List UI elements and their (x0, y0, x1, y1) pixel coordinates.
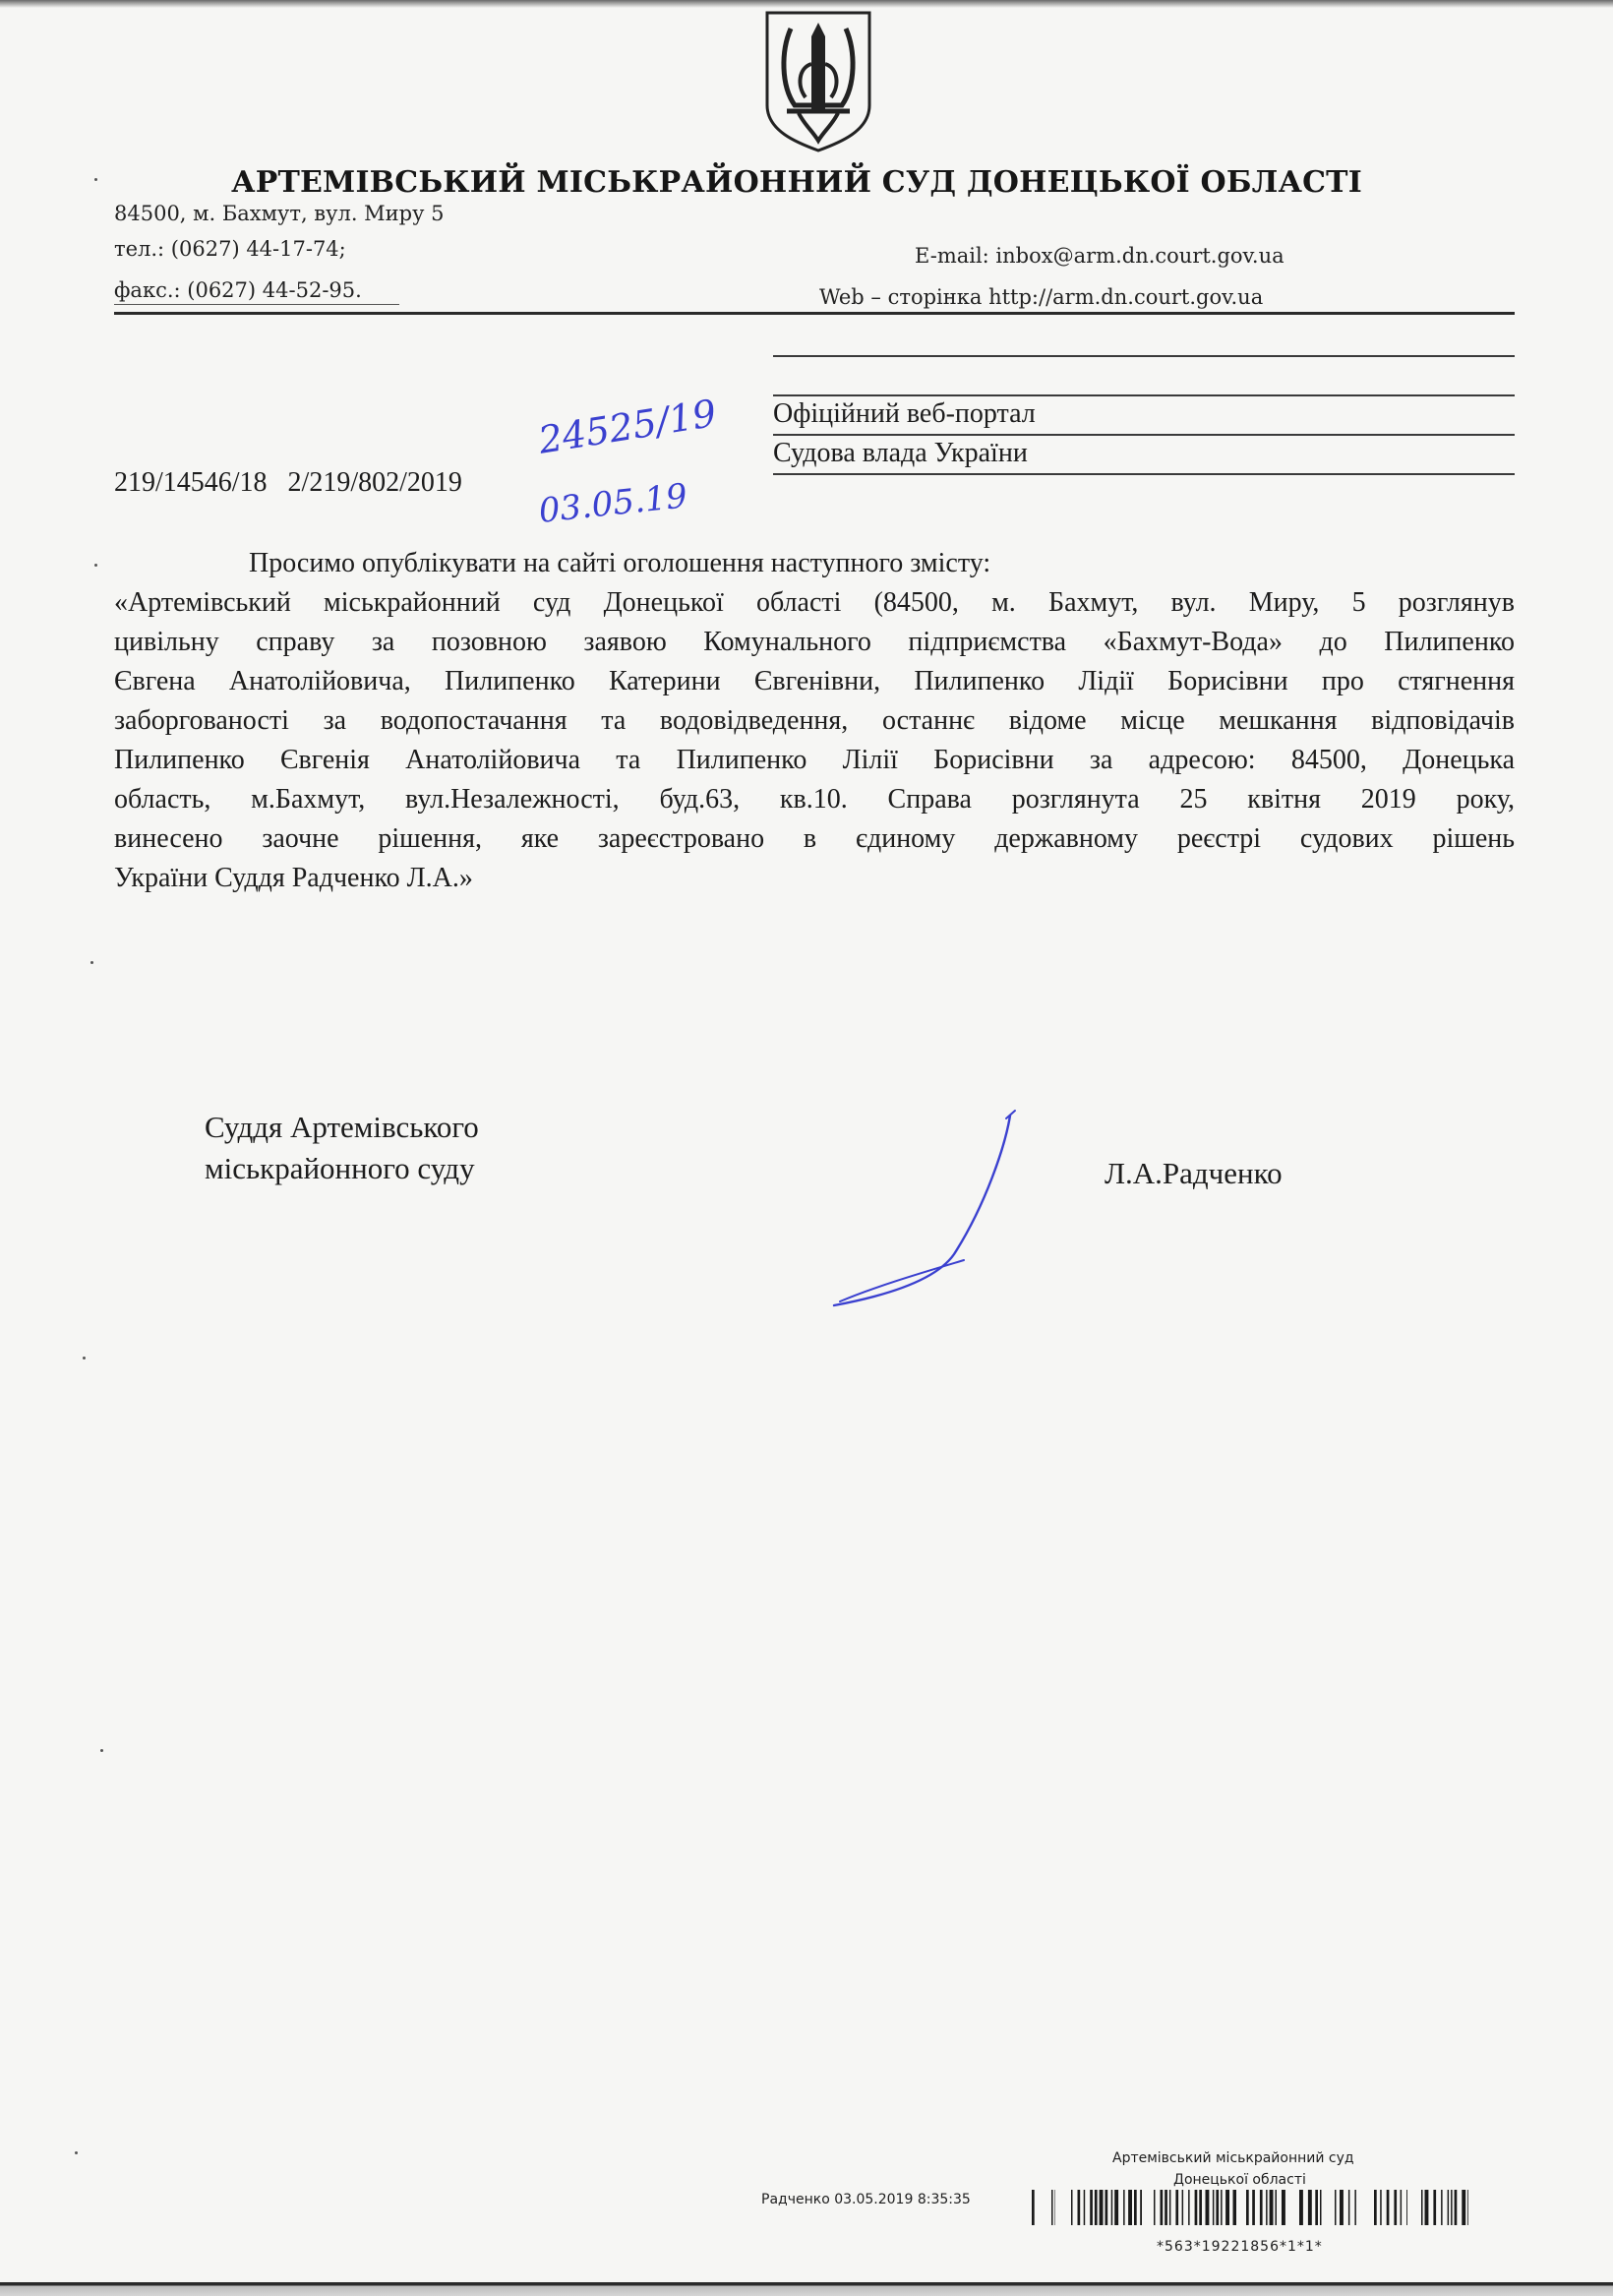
barcode-bar (1467, 2190, 1468, 2225)
barcode-bar (1282, 2190, 1285, 2225)
handwritten-registration-date: 03.05.19 (536, 476, 689, 531)
barcode-bar (1123, 2190, 1125, 2225)
barcode-bar (1078, 2190, 1081, 2225)
barcode-bar (1260, 2190, 1263, 2225)
barcode-bar (1084, 2190, 1086, 2225)
court-name-heading: АРТЕМІВСЬКИЙ МІСЬКРАЙОННИЙ СУД ДОНЕЦЬКОЇ ОБЛАСТІ (231, 165, 1362, 200)
scan-speck (100, 1749, 103, 1752)
barcode-bar (1128, 2190, 1132, 2225)
barcode-bar (1266, 2190, 1268, 2225)
scan-speck (83, 1357, 86, 1359)
barcode-bar (1095, 2190, 1098, 2225)
barcode-bar (1032, 2190, 1035, 2225)
announcement-line: Євгена Анатолійовича, Пилипенко Катерини Євгенівни, Пилипенко Лідії Борисівни про стягнення (114, 666, 1515, 696)
barcode-bar (1401, 2190, 1403, 2225)
request-intro: Просимо опублікувати на сайті оголошення наступного змісту: (249, 548, 991, 578)
recipient-rule (773, 394, 1515, 396)
barcode-bar (1051, 2190, 1053, 2225)
scan-speck (90, 961, 93, 964)
recipient-line-2: Судова влада України (773, 438, 1028, 468)
barcode-bar (1221, 2190, 1223, 2225)
barcode-bar (1216, 2190, 1219, 2225)
barcode-bar (1374, 2190, 1377, 2225)
barcode-bar (1335, 2190, 1337, 2225)
barcode-bar (1114, 2190, 1118, 2225)
barcode-bar (1175, 2190, 1178, 2225)
recipient-line-1: Офіційний веб-портал (773, 398, 1036, 429)
barcode-bar (1206, 2190, 1210, 2225)
barcode-bar (1182, 2190, 1184, 2225)
scan-speck (94, 178, 97, 181)
announcement-line: заборгованості за водопостачання та водовідведення, останнє відоме місце мешкання відповідачів (114, 705, 1515, 736)
barcode-bar (1299, 2190, 1303, 2225)
barcode-bar (1406, 2190, 1407, 2225)
barcode-bar (1441, 2190, 1443, 2225)
barcode-bar (1213, 2190, 1215, 2225)
court-phone: тел.: (0627) 44-17-74; (114, 237, 346, 261)
barcode-bar (1425, 2190, 1429, 2225)
barcode-bar (1394, 2190, 1397, 2225)
recipient-rule (773, 434, 1515, 436)
stamp-registration-info: Радченко 03.05.2019 8:35:35 (761, 2192, 971, 2207)
barcode-bar (1380, 2190, 1382, 2225)
barcode-bar (1451, 2190, 1453, 2225)
barcode-bar (1308, 2190, 1312, 2225)
barcode-bar (1165, 2190, 1167, 2225)
announcement-line: «Артемівський міськрайонний суд Донецької області (84500, м. Бахмут, вул. Миру, 5 розглянув (114, 587, 1515, 618)
stamp-court-line-2: Донецької області (1173, 2172, 1306, 2188)
barcode-bar (1100, 2190, 1104, 2225)
announcement-line: область, м.Бахмут, вул.Незалежності, буд.63, кв.10. Справа розглянута 25 квітня 2019 року, (114, 784, 1515, 815)
barcode-bar (1195, 2190, 1198, 2225)
barcode-bar (1233, 2190, 1237, 2225)
court-address: 84500, м. Бахмут, вул. Миру 5 (114, 202, 445, 225)
recipient-rule (773, 473, 1515, 475)
announcement-line: цивільну справу за позовною заявою Комунального підприємства «Бахмут-Вода» до Пилипенко (114, 627, 1515, 657)
barcode-bar (1421, 2190, 1423, 2225)
case-reference: 219/14546/18 2/219/802/2019 (114, 467, 462, 498)
scan-edge-bottom (0, 2282, 1613, 2296)
court-fax: факс.: (0627) 44-52-95. (114, 278, 362, 302)
recipient-rule (773, 355, 1515, 357)
barcode-bar (1161, 2190, 1164, 2225)
barcode (1032, 2190, 1494, 2225)
barcode-bar (1090, 2190, 1093, 2225)
court-email: E-mail: inbox@arm.dn.court.gov.ua (915, 244, 1284, 268)
barcode-bar (1246, 2190, 1249, 2225)
barcode-bar (1071, 2190, 1073, 2225)
signatory-position-line-2: міськрайонного суду (205, 1151, 475, 1185)
barcode-bar (1199, 2190, 1202, 2225)
barcode-bar (1140, 2190, 1142, 2225)
announcement-line: винесено заочне рішення, яке зареєстровано в єдиному державному реєстрі судових рішень (114, 823, 1515, 854)
barcode-bar (1169, 2190, 1171, 2225)
barcode-bar (1448, 2190, 1450, 2225)
barcode-bar (1348, 2190, 1350, 2225)
barcode-bar (1340, 2190, 1344, 2225)
handwritten-registration-number: 24525/19 (535, 391, 720, 462)
barcode-bar (1315, 2190, 1318, 2225)
barcode-bar (1455, 2190, 1458, 2225)
barcode-bar (1055, 2190, 1056, 2225)
barcode-bar (1154, 2190, 1156, 2225)
court-website: Web – сторінка http://arm.dn.court.gov.ua (819, 285, 1264, 309)
fax-underline (114, 304, 399, 305)
barcode-bar (1134, 2190, 1137, 2225)
barcode-bar (1433, 2190, 1436, 2225)
scan-speck (94, 564, 97, 567)
header-divider (114, 312, 1515, 315)
barcode-bar (1105, 2190, 1108, 2225)
announcement-line: України Суддя Радченко Л.А.» (114, 863, 473, 893)
trident-coat-of-arms-icon (761, 7, 875, 154)
announcement-text (114, 583, 1515, 898)
barcode-bar (1276, 2190, 1278, 2225)
barcode-number: *563*19221856*1*1* (1157, 2239, 1323, 2255)
handwritten-signature (826, 1107, 1023, 1315)
stamp-court-line-1: Артемівський міськрайонний суд (1112, 2150, 1354, 2166)
barcode-bar (1462, 2190, 1465, 2225)
scan-speck (75, 2151, 78, 2154)
signatory-position-line-1: Суддя Артемівського (205, 1110, 479, 1144)
barcode-bar (1225, 2190, 1229, 2225)
barcode-bar (1111, 2190, 1113, 2225)
barcode-bar (1188, 2190, 1190, 2225)
signatory-name: Л.А.Радченко (1105, 1156, 1283, 1190)
barcode-bar (1387, 2190, 1390, 2225)
barcode-bar (1270, 2190, 1274, 2225)
barcode-bar (1354, 2190, 1356, 2225)
barcode-bar (1320, 2190, 1322, 2225)
barcode-bar (1252, 2190, 1255, 2225)
announcement-line: Пилипенко Євгенія Анатолійовича та Пилипенко Лілії Борисівни за адресою: 84500, Донецька (114, 745, 1515, 775)
